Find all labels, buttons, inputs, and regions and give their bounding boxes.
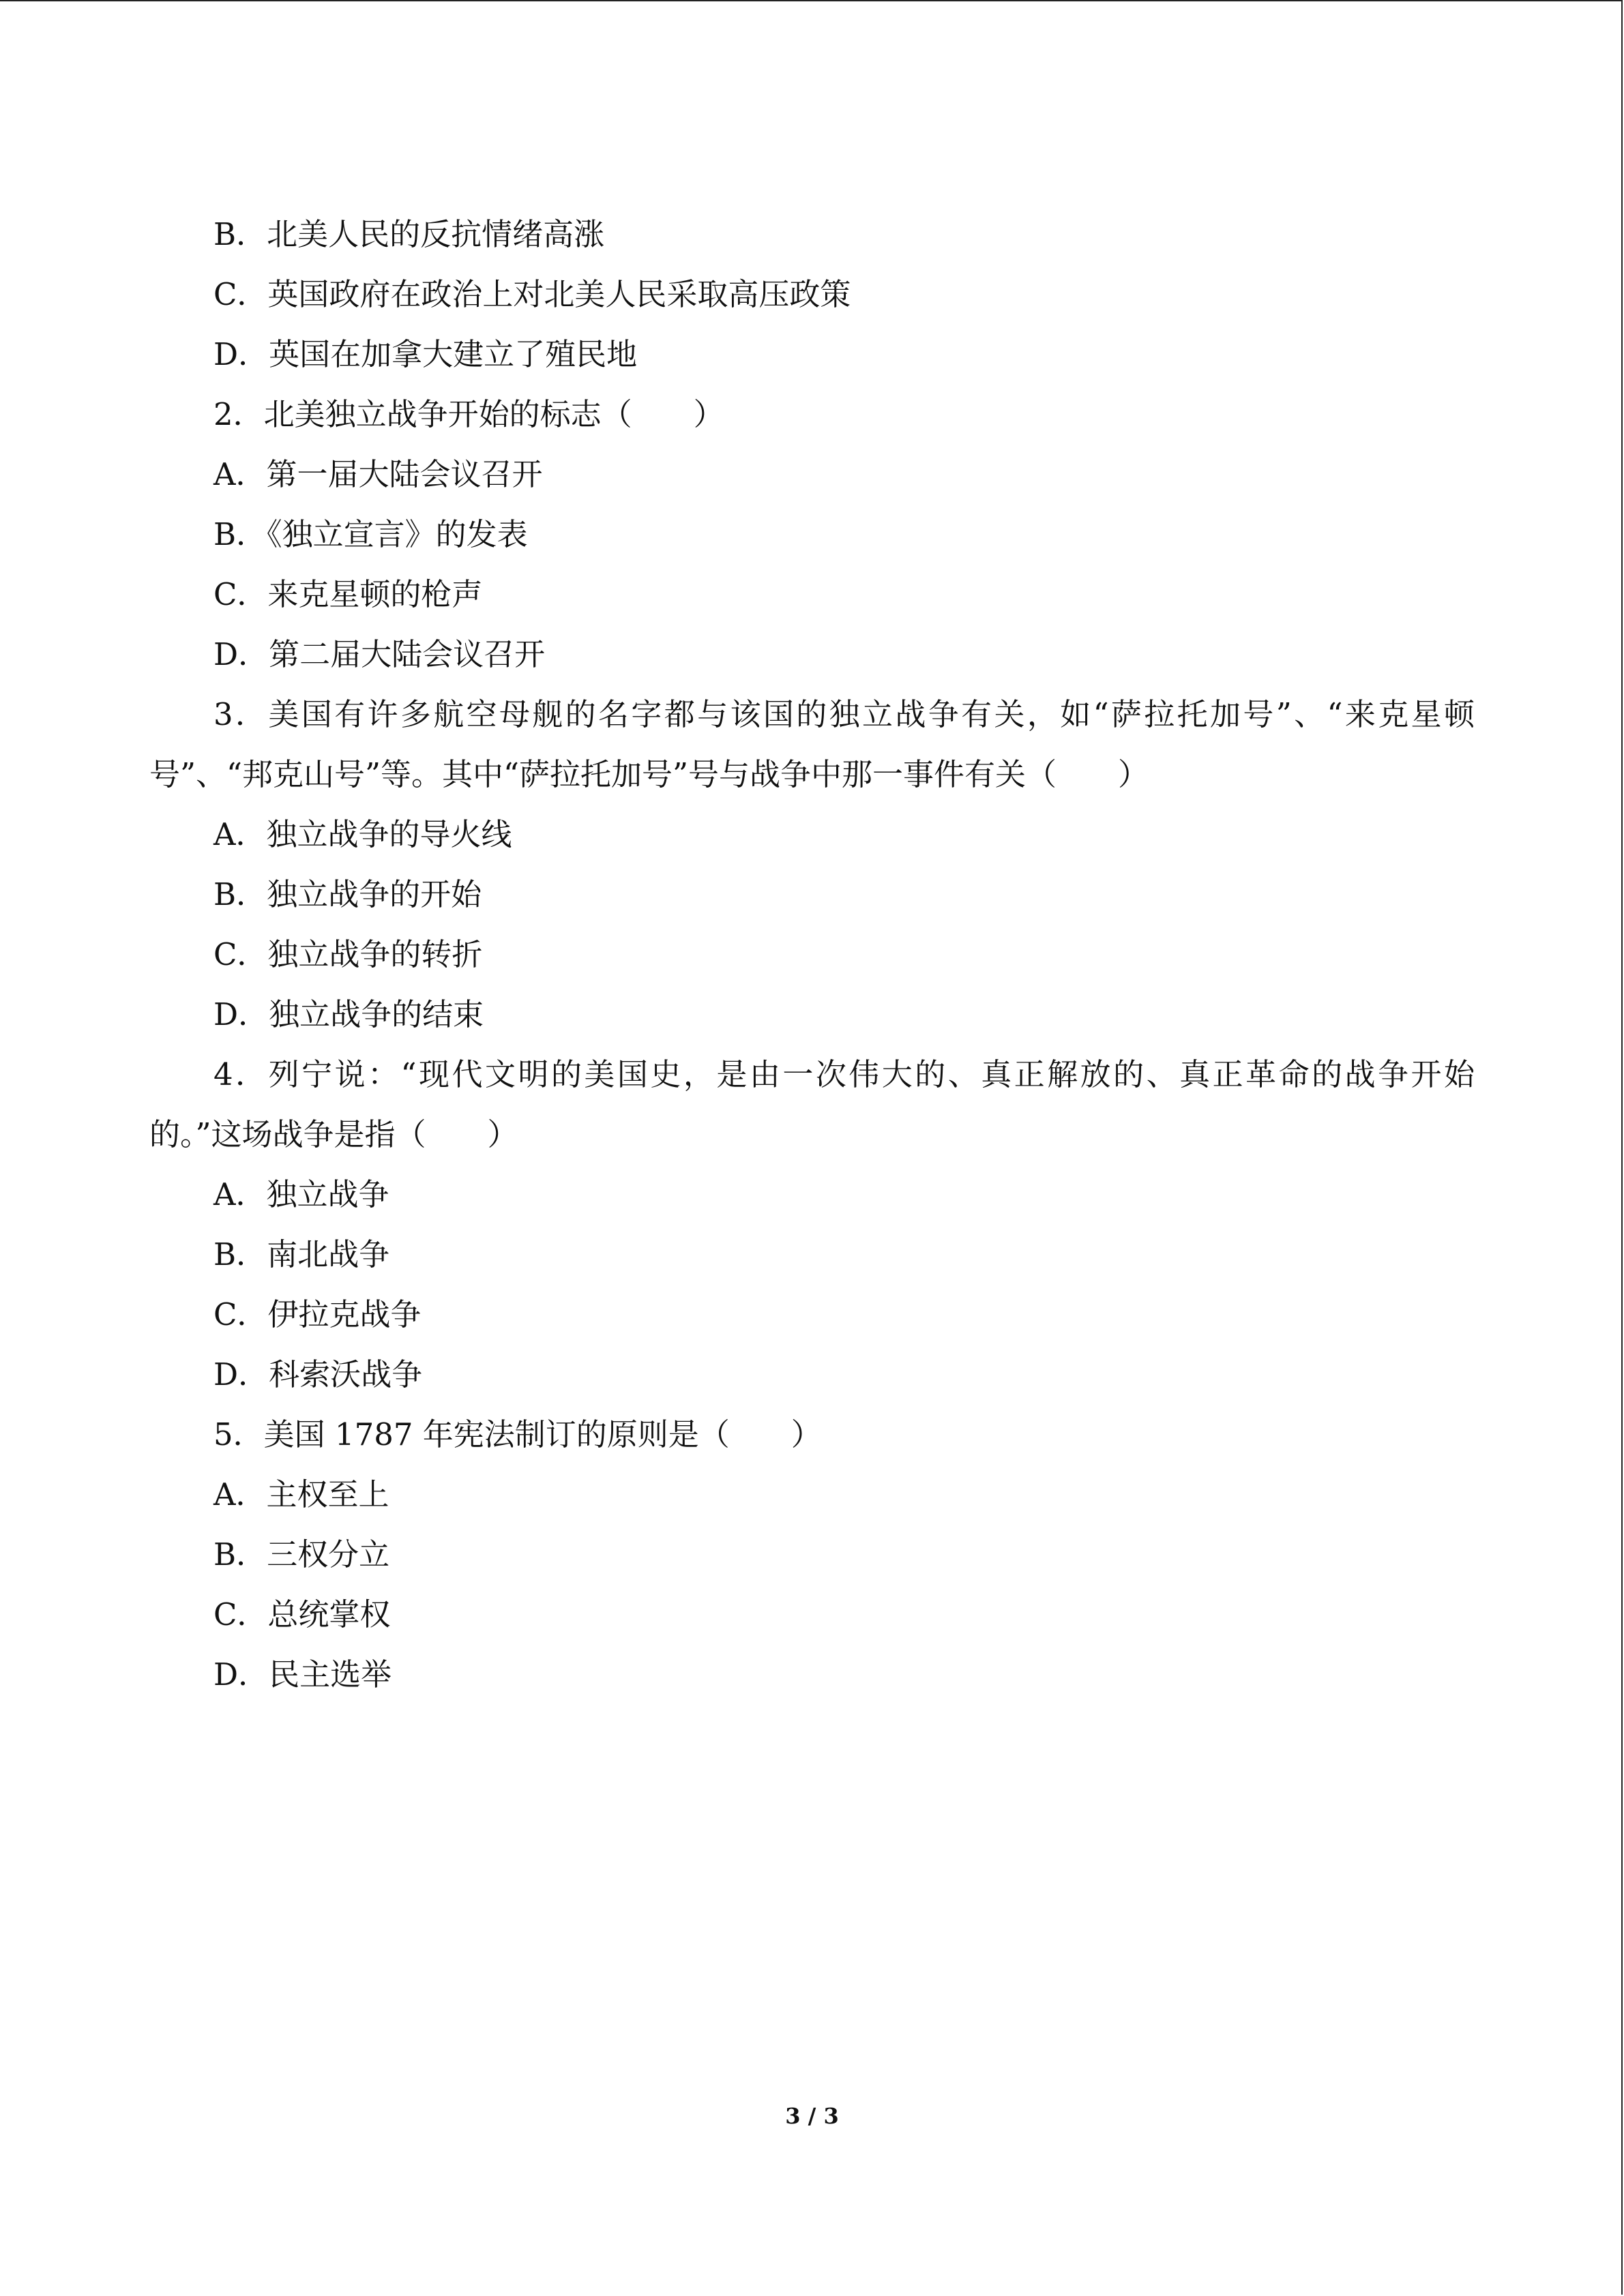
option-line: A．主权至上 (213, 1476, 389, 1512)
option-line: B．北美人民的反抗情绪高涨 (213, 216, 605, 252)
question-stem: 3．美国有许多航空母舰的名字都与该国的独立战争有关，如“萨拉托加号”、“来克星顿号”、“邦克山号”等。其中“萨拉托加号”号与战争中那一事件有关（ ） (149, 696, 1475, 792)
option-line: D．英国在加拿大建立了殖民地 (213, 336, 638, 372)
option-line: D．第二届大陆会议召开 (213, 636, 546, 672)
option-line: D．民主选举 (213, 1656, 392, 1693)
option-line: A．独立战争 (213, 1176, 389, 1212)
option-line: B．南北战争 (213, 1236, 390, 1272)
option-line: D．科索沃战争 (213, 1356, 423, 1392)
option-line: C．英国政府在政治上对北美人民采取高压政策 (213, 276, 851, 312)
option-line: D．独立战争的结束 (213, 996, 484, 1032)
option-line: C．总统掌权 (213, 1596, 391, 1632)
option-line: C．伊拉克战争 (213, 1296, 422, 1332)
option-line: B．三权分立 (213, 1536, 390, 1572)
question-stem: 2．北美独立战争开始的标志（ ） (213, 396, 724, 432)
option-line: A．独立战争的导火线 (213, 816, 512, 852)
option-line: B．《独立宣言》的发表 (213, 516, 528, 552)
option-line: A．第一届大陆会议召开 (213, 456, 543, 492)
option-line: C．独立战争的转折 (213, 936, 483, 972)
option-line: C．来克星顿的枪声 (213, 576, 483, 612)
page-number: 3 / 3 (785, 2103, 839, 2129)
document-body (149, 205, 1475, 1705)
question-stem: 4．列宁说：“现代文明的美国史，是由一次伟大的、真正解放的、真正革命的战争开始的。”这场战争是指（ ） (149, 1056, 1475, 1152)
option-line: B．独立战争的开始 (213, 876, 482, 912)
question-stem: 5．美国 1787 年宪法制订的原则是（ ） (213, 1416, 822, 1452)
